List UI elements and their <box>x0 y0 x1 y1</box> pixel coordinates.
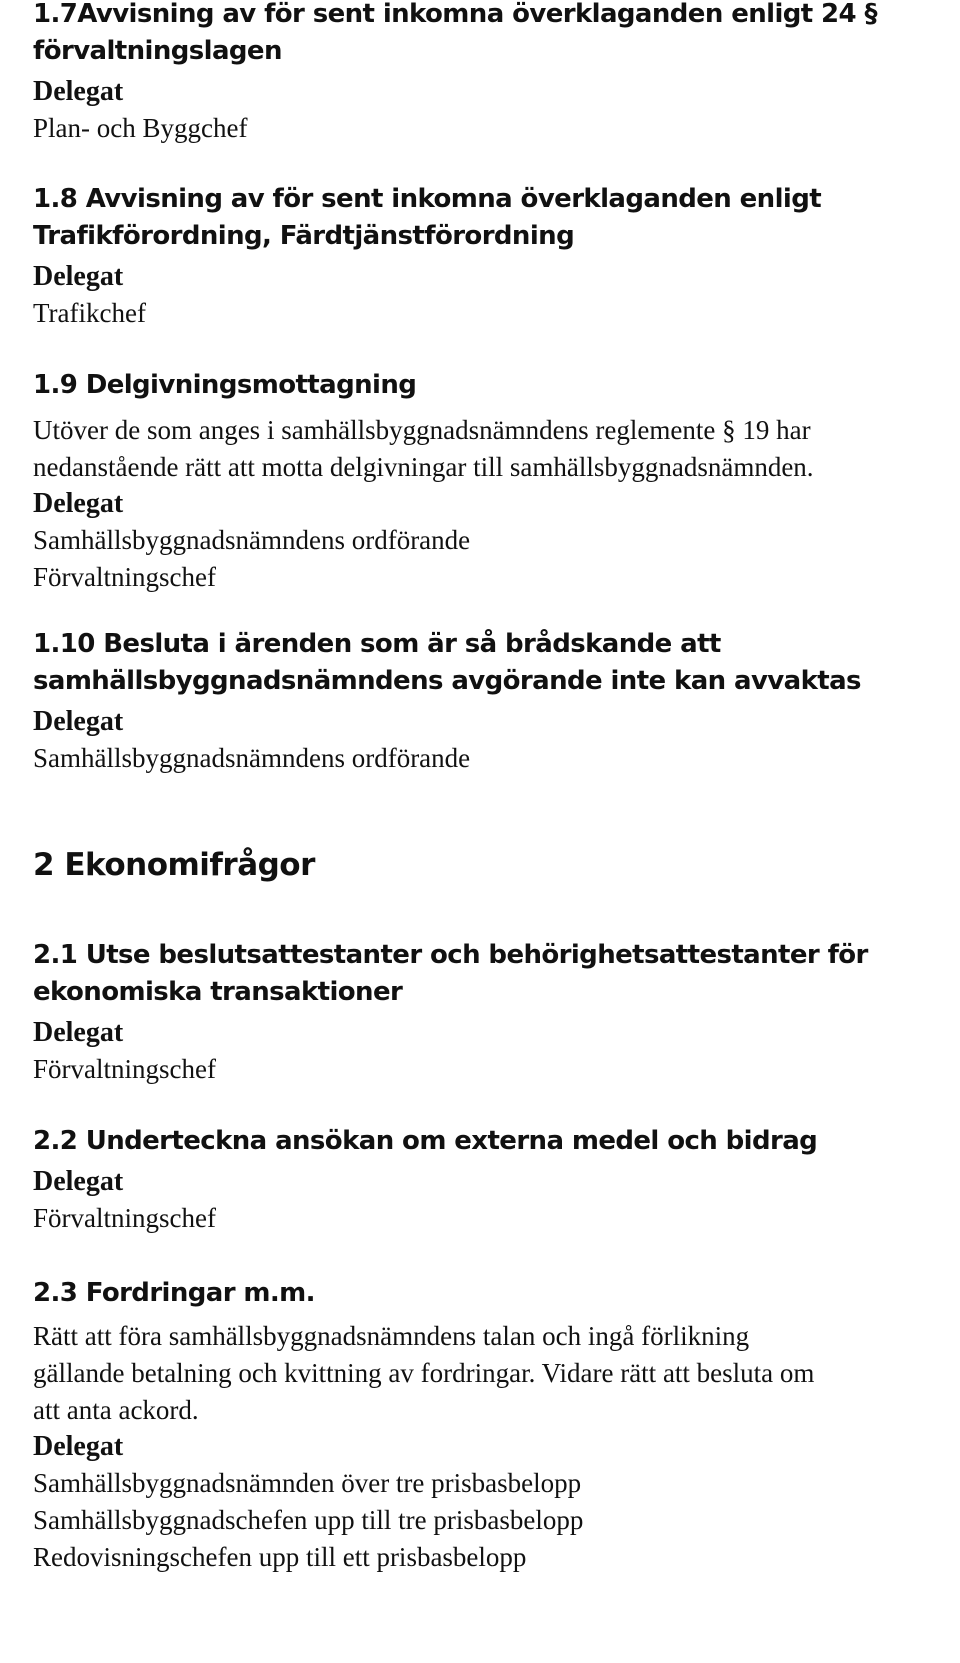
heading-line: 2.1 Utse beslutsattestanter och behörighetsattestanter för <box>33 940 868 970</box>
delegate-list <box>33 740 861 777</box>
delegate-list <box>33 1465 814 1576</box>
delegate-item: Förvaltningschef <box>33 1054 216 1084</box>
section-heading <box>33 937 868 1011</box>
section-body <box>33 412 814 486</box>
heading-line: 1.10 Besluta i ärenden som är så brådskande att <box>33 629 721 659</box>
section-1-10 <box>33 626 861 777</box>
delegate-item: Förvaltningschef <box>33 1203 216 1233</box>
delegate-list <box>33 110 877 147</box>
body-line: Rätt att föra samhällsbyggnadsnämndens talan och ingå förlikning <box>33 1321 750 1351</box>
section-1-8 <box>33 181 821 332</box>
body-line: gällande betalning och kvittning av fordringar. Vidare rätt att besluta om <box>33 1358 815 1388</box>
heading-line: 1.8 Avvisning av för sent inkomna överklaganden enligt <box>33 184 822 214</box>
delegate-item: Plan- och Byggchef <box>33 113 248 143</box>
body-line: Utöver de som anges i samhällsbyggnadsnämndens reglemente § 19 har <box>33 415 811 445</box>
delegate-label: Delegat <box>33 1431 124 1462</box>
delegate-item: Trafikchef <box>33 298 146 328</box>
section-1-7 <box>33 0 877 147</box>
delegate-item: Redovisningschefen upp till ett prisbasbelopp <box>33 1542 527 1572</box>
body-line: att anta ackord. <box>33 1395 199 1425</box>
body-line: nedanstående rätt att motta delgivningar till samhällsbyggnadsnämnden. <box>33 452 814 482</box>
heading-line: ekonomiska transaktioner <box>33 977 403 1007</box>
section-1-9 <box>33 367 814 596</box>
delegate-list <box>33 522 814 596</box>
delegate-item: Förvaltningschef <box>33 562 216 592</box>
section-heading <box>33 1275 814 1312</box>
heading-line: förvaltningslagen <box>33 36 282 66</box>
heading-line: 1.9 Delgivningsmottagning <box>33 370 417 400</box>
section-body <box>33 1318 814 1429</box>
section-heading <box>33 1123 817 1160</box>
delegate-label: Delegat <box>33 1166 124 1197</box>
section-2-3 <box>33 1275 814 1576</box>
section-heading <box>33 626 861 700</box>
delegate-item: Samhällsbyggnadsnämnden över tre prisbasbelopp <box>33 1468 582 1498</box>
delegate-label: Delegat <box>33 76 124 107</box>
section-heading <box>33 367 814 404</box>
delegate-list <box>33 295 821 332</box>
section-2-2 <box>33 1123 817 1237</box>
delegate-label: Delegat <box>33 488 124 519</box>
section-heading <box>33 181 821 255</box>
section-2-1 <box>33 937 868 1088</box>
delegate-item: Samhällsbyggnadschefen upp till tre prisbasbelopp <box>33 1505 584 1535</box>
heading-line: 1.7Avvisning av för sent inkomna överklaganden enligt 24 § <box>33 0 877 29</box>
delegate-list <box>33 1051 868 1088</box>
delegate-item: Samhällsbyggnadsnämndens ordförande <box>33 743 471 773</box>
delegate-label: Delegat <box>33 1017 124 1048</box>
chapter-title: 2 Ekonomifrågor <box>33 847 315 883</box>
delegate-list <box>33 1200 817 1237</box>
section-heading <box>33 0 877 70</box>
heading-line: 2.3 Fordringar m.m. <box>33 1278 315 1308</box>
heading-line: 2.2 Underteckna ansökan om externa medel och bidrag <box>33 1126 818 1156</box>
delegate-label: Delegat <box>33 261 124 292</box>
delegate-item: Samhällsbyggnadsnämndens ordförande <box>33 525 471 555</box>
heading-line: samhällsbyggnadsnämndens avgörande inte kan avvaktas <box>33 666 861 696</box>
heading-line: Trafikförordning, Färdtjänstförordning <box>33 221 575 251</box>
delegate-label: Delegat <box>33 706 124 737</box>
